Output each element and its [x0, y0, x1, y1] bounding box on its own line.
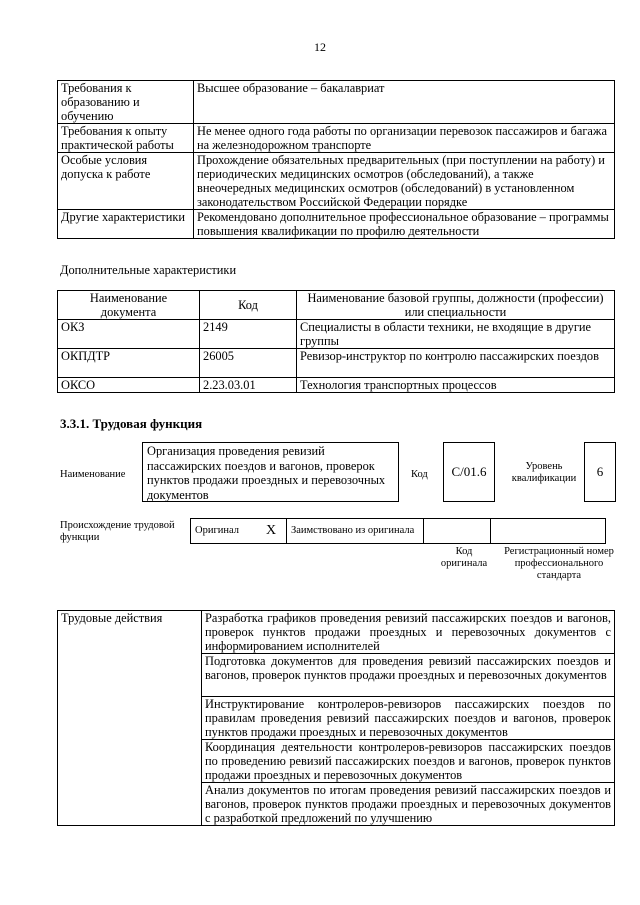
origin-table — [190, 518, 606, 544]
table-row — [191, 519, 606, 544]
classifier-table — [57, 290, 615, 393]
classifier-name: Технология транспортных процессов — [297, 378, 615, 393]
labor-action: Разработка графиков проведения ревизий пассажирских поездов и вагонов, проверок пунктов продажи проездных и перевозочных документов с информированием исполнителей — [202, 611, 615, 654]
table-row — [58, 124, 615, 153]
origin-mark: X — [256, 519, 287, 544]
column-header-document: Наименование документа — [58, 291, 200, 320]
requirement-label: Требования к образованию и обучению — [58, 81, 194, 124]
classifier-name: Ревизор-инструктор по контролю пассажирских поездов — [297, 349, 615, 378]
table-row — [58, 81, 615, 124]
classifier-doc: ОКПДТР — [58, 349, 200, 378]
labor-action: Инструктирование контролеров-ревизоров пассажирских поездов по правилам проведения ревизий пассажирских поездов и вагонов, проверок пунктов продажи проездных и перевозочных документов — [202, 697, 615, 740]
code-label: Код — [411, 469, 428, 480]
code-original-caption: Код оригинала — [440, 546, 488, 569]
level-box: 6 — [584, 442, 616, 502]
requirement-value: Высшее образование – бакалавриат — [194, 81, 615, 124]
section-title: 3.3.1. Трудовая функция — [60, 416, 203, 431]
table-row — [58, 349, 615, 378]
column-header-code: Код — [200, 291, 297, 320]
requirement-value: Не менее одного года работы по организации перевозок пассажиров и багажа на железнодорожном транспорте — [194, 124, 615, 153]
labor-action: Координация деятельности контролеров-ревизоров пассажирских поездов по проведению ревизий пассажирских поездов и вагонов, проверок пунктов продажи проездных и перевозочных документов — [202, 740, 615, 783]
classifier-doc: ОКСО — [58, 378, 200, 393]
origin-original-label: Оригинал — [191, 519, 257, 544]
requirements-table — [57, 80, 615, 239]
origin-borrowed-label: Заимствовано из оригинала — [287, 519, 424, 544]
table-row — [58, 378, 615, 393]
requirement-label: Требования к опыту практической работы — [58, 124, 194, 153]
table-row — [58, 153, 615, 210]
registration-number-caption: Регистрационный номер профессионального стандарта — [504, 546, 614, 581]
table-row — [58, 320, 615, 349]
function-code-box: C/01.6 — [443, 442, 495, 502]
requirement-value: Рекомендовано дополнительное профессиональное образование – программы повышения квалификации по профилю деятельности — [194, 210, 615, 239]
table-header-row — [58, 291, 615, 320]
classifier-doc: ОКЗ — [58, 320, 200, 349]
requirement-value: Прохождение обязательных предварительных (при поступлении на работу) и периодических медицинских осмотров (обследований), а также внеочередных медицинских осмотров (обследований) в установленном законодательством Российской Федерации порядке — [194, 153, 615, 210]
labor-action: Анализ документов по итогам проведения ревизий пассажирских поездов и вагонов, проверок пунктов продажи проездных и перевозочных документов с разработкой предложений по улучшению — [202, 783, 615, 826]
origin-label: Происхождение трудовой функции — [60, 520, 175, 543]
extra-characteristics-title: Дополнительные характеристики — [60, 263, 237, 277]
classifier-code: 2149 — [200, 320, 297, 349]
labor-actions-table — [57, 610, 615, 826]
table-row — [58, 611, 615, 654]
labor-action: Подготовка документов для проведения ревизий пассажирских поездов и вагонов, проверок пунктов продажи проездных и перевозочных документов — [202, 654, 615, 697]
labor-actions-label: Трудовые действия — [58, 611, 202, 826]
classifier-code: 2.23.03.01 — [200, 378, 297, 393]
origin-reg-cell — [491, 519, 606, 544]
name-label: Наименование — [60, 469, 126, 480]
requirement-label: Другие характеристики — [58, 210, 194, 239]
column-header-name: Наименование базовой группы, должности (профессии) или специальности — [297, 291, 615, 320]
classifier-code: 26005 — [200, 349, 297, 378]
requirement-label: Особые условия допуска к работе — [58, 153, 194, 210]
level-label: Уровень квалификации — [511, 461, 577, 484]
classifier-name: Специалисты в области техники, не входящие в другие группы — [297, 320, 615, 349]
table-row — [58, 210, 615, 239]
origin-code-cell — [424, 519, 491, 544]
function-name-box: Организация проведения ревизий пассажирских поездов и вагонов, проверок пунктов продажи проездных и перевозочных документов — [142, 442, 399, 502]
page-number: 12 — [314, 40, 326, 54]
